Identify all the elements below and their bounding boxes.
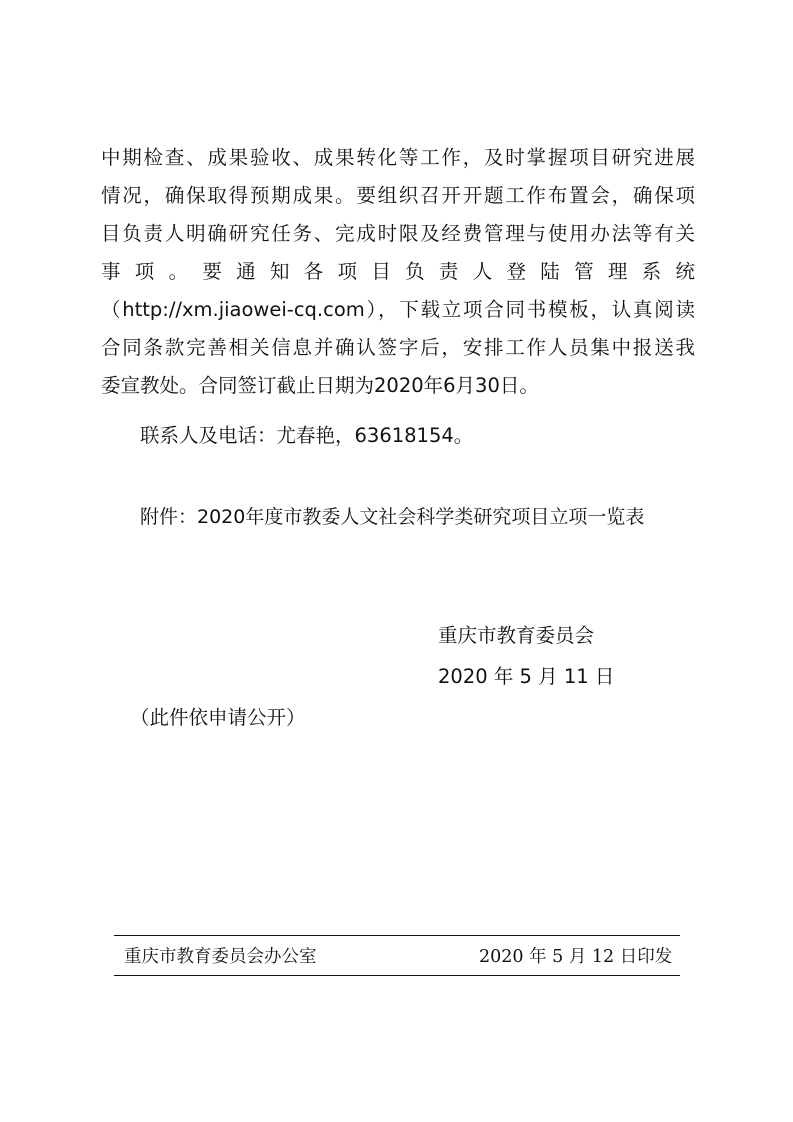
disclosure-note: （此件依申请公开） [130, 706, 306, 729]
signature-org: 重庆市教育委员会 [438, 624, 595, 647]
body-line-4: 事项。要通知各项目负责人登陆管理系统 [101, 260, 695, 283]
attachment-line: 附件：2020年度市教委人文社会科学类研究项目立项一览表 [140, 506, 645, 528]
body-line-1: 中期检查、成果验收、成果转化等工作，及时掌握项目研究进展 [101, 146, 695, 169]
body-line-6: 合同条款完善相关信息并确认签字后，安排工作人员集中报送我 [101, 336, 695, 359]
body-line-2: 情况，确保取得预期成果。要组织召开开题工作布置会，确保项 [101, 184, 695, 207]
body-line-7: 委宣教处。合同签订截止日期为2020年6月30日。 [101, 374, 539, 397]
signature-date: 2020 年 5 月 11 日 [438, 665, 615, 688]
footer-print-date: 2020 年 5 月 12 日印发 [479, 947, 673, 967]
footer-office: 重庆市教育委员会办公室 [124, 947, 317, 967]
footer-bottom-rule [114, 975, 680, 976]
contact-line: 联系人及电话：尤春艳，63618154。 [140, 424, 474, 447]
body-line-5-url: （http://xm.jiaowei-cq.com），下载立项合同书模板，认真阅读 [101, 298, 695, 321]
body-line-3: 目负责人明确研究任务、完成时限及经费管理与使用办法等有关 [101, 222, 695, 245]
footer-top-rule [114, 935, 680, 936]
